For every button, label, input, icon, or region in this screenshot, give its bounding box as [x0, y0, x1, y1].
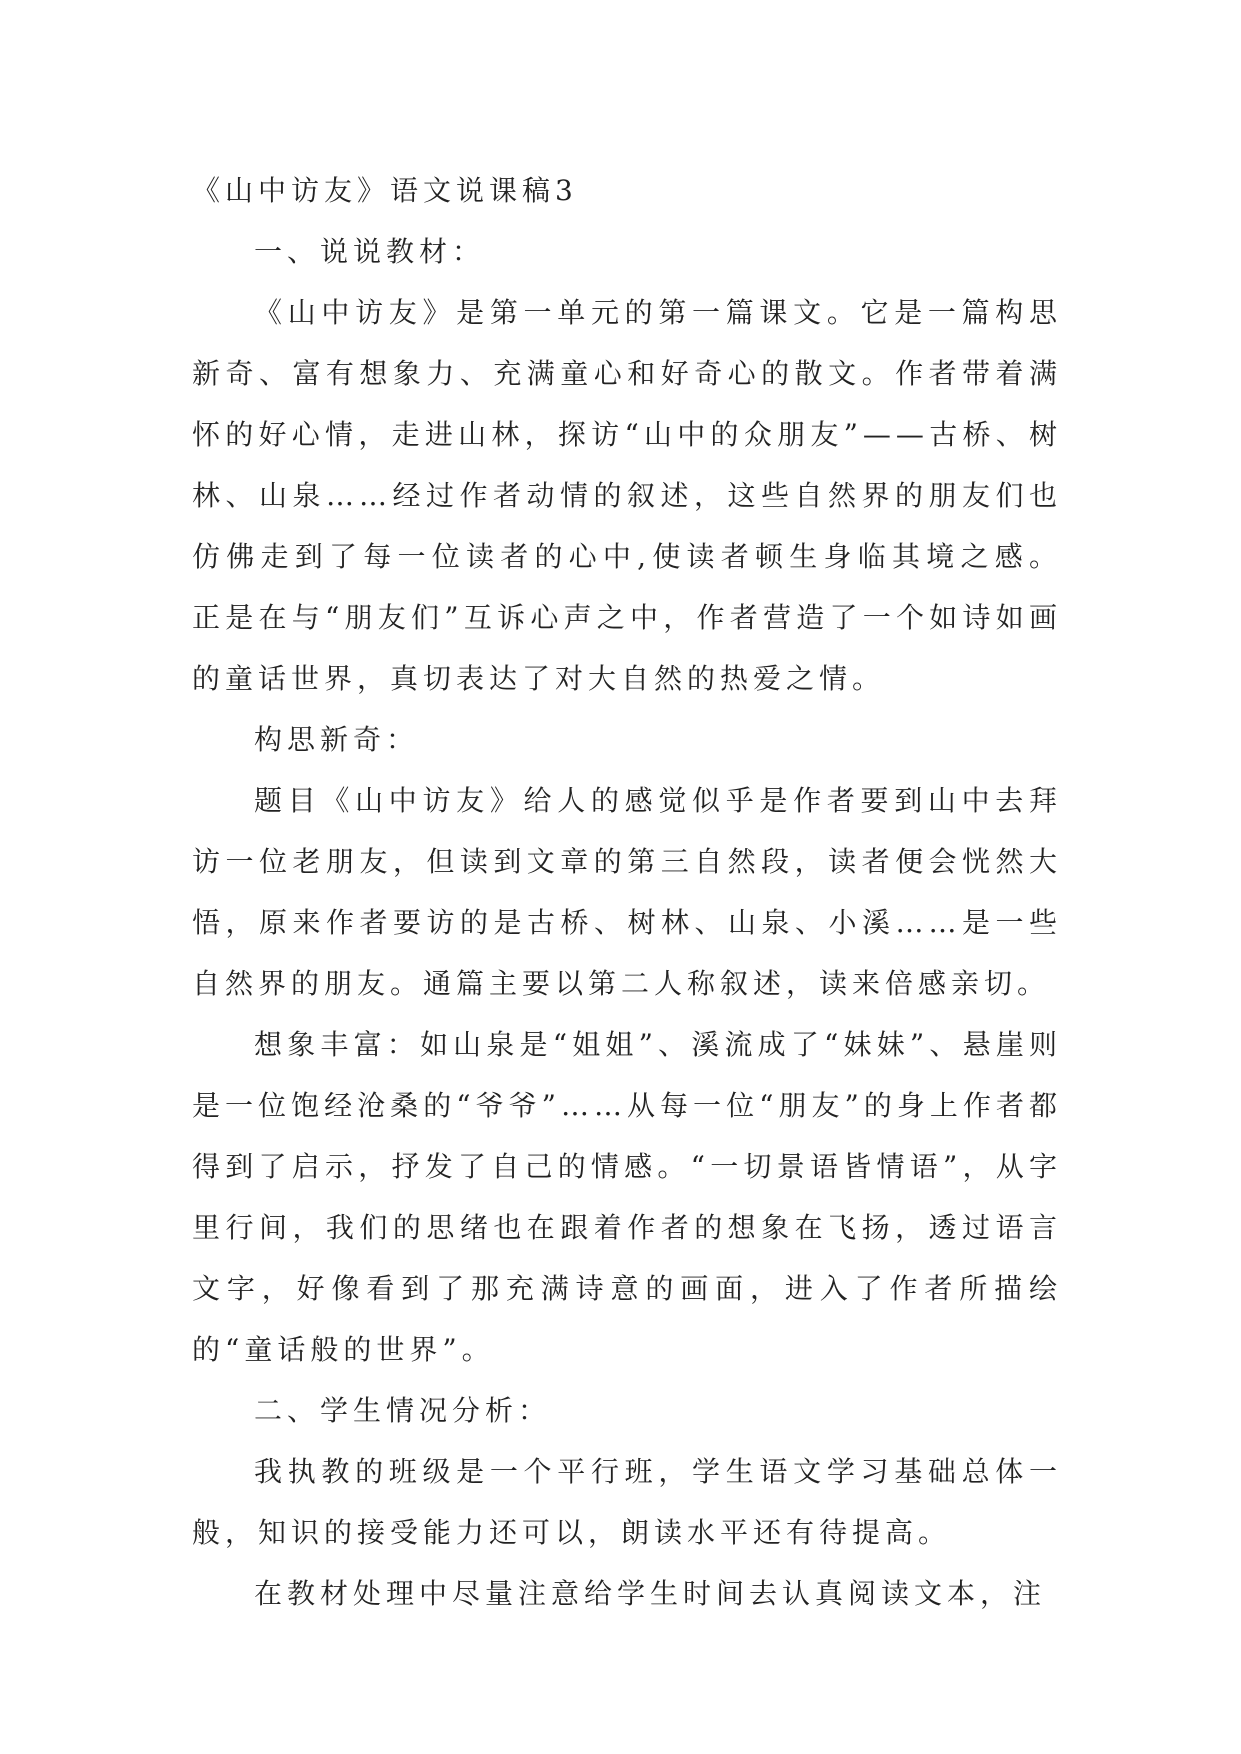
- paragraph-rich-imagination: 想象丰富：如山泉是“姐姐”、溪流成了“妹妹”、悬崖则是一位饱经沧桑的“爷爷”……从每一位“朋友”的身上作者都得到了启示，抒发了自己的情感。“一切景语皆情语”，从字里行间，我们的思绪也在跟着作者的想象在飞扬，透过语言文字，好像看到了那充满诗意的画面，进入了作者所描绘的“童话般的世界”。: [192, 1028, 1062, 1366]
- paragraph-textbook-intro: 《山中访友》是第一单元的第一篇课文。它是一篇构思新奇、富有想象力、充满童心和好奇心的散文。作者带着满怀的好心情，走进山林，探访“山中的众朋友”——古桥、树林、山泉……经过作者动情的叙述，这些自然界的朋友们也仿佛走到了每一位读者的心中,使读者顿生身临其境之感。正是在与“朋友们”互诉心声之中，作者营造了一个如诗如画的童话世界，真切表达了对大自然的热爱之情。: [192, 296, 1062, 695]
- document-title: 《山中访友》语文说课稿3: [192, 174, 578, 207]
- paragraph-teaching-approach: 在教材处理中尽量注意给学生时间去认真阅读文本，注: [254, 1577, 1047, 1610]
- subheading-novel-conception: 构思新奇：: [254, 723, 420, 756]
- document-body: [192, 160, 1062, 1624]
- section-heading-student-analysis: 二、学生情况分析：: [254, 1394, 552, 1427]
- section-heading-textbook: 一、说说教材：: [254, 235, 486, 268]
- paragraph-student-analysis: 我执教的班级是一个平行班，学生语文学习基础总体一般，知识的接受能力还可以，朗读水平还有待提高。: [192, 1455, 1062, 1549]
- paragraph-novel-conception: 题目《山中访友》给人的感觉似乎是作者要到山中去拜访一位老朋友，但读到文章的第三自然段，读者便会恍然大悟，原来作者要访的是古桥、树林、山泉、小溪……是一些自然界的朋友。通篇主要以第二人称叙述，读来倍感亲切。: [192, 784, 1062, 1000]
